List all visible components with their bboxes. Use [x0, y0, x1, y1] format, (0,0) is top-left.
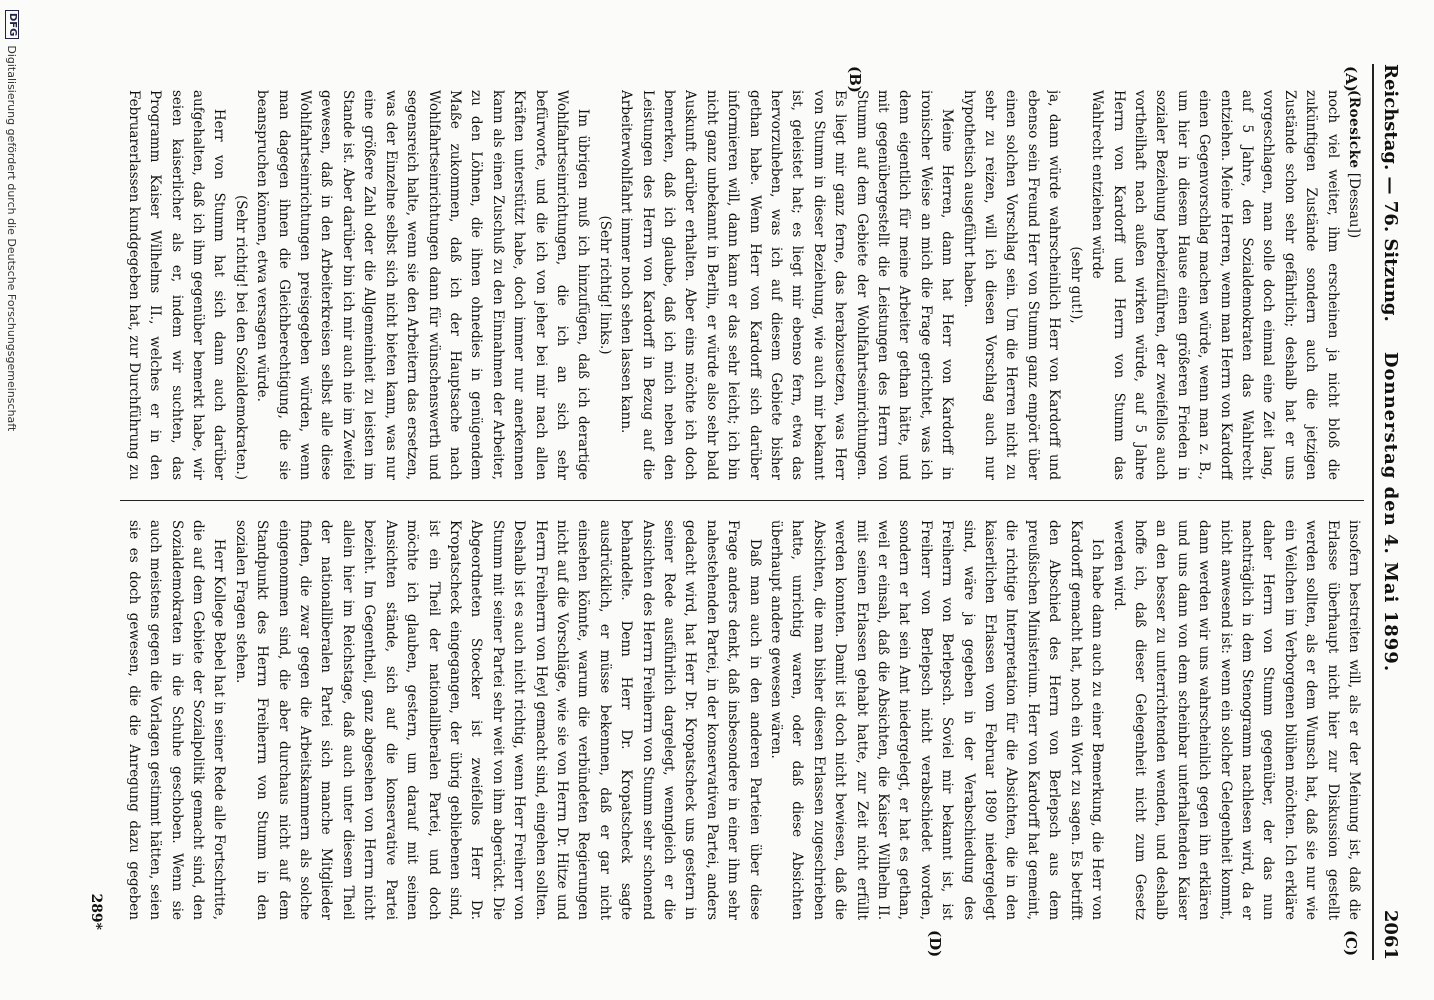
paragraph: Ich habe dann auch zu einer Bemerkung, die Herr von Kardorff gemacht hat, noch ein Wort zu sagen. Es betrifft den Abschied des Herrn von Berlepsch aus dem preußischen Ministerium. Herr von Kardorff hat gemeint, die richtige Interpretation für die Absichten, die in den kaiserlichen Erlassen vom Februar 1890 niedergelegt sind, wäre ja gegeben in der Verabschiedung des Freiherrn von Berlepsch. Soviel mir bekannt ist, ist Freiherr von Berlepsch nicht verabschiedet worden, sondern er hat sein Amt niedergelegt, er hat es gethan, weil er einsah, daß die Absichten, die Kaiser Wilhelm II. mit seinen Erlassen gehabt hatte, zur Zeit nicht erfüllt werden konnten. Damit ist doch nicht bewiesen, daß die Absichten, die man bisher diesen Erlassen zugeschrieben hatte, unrichtig waren, oder daß diese Absichten überhaupt andere gewesen wären. — [768, 520, 1106, 920]
paragraph: insofern bestreiten will, als er der Meinung ist, daß die Erlasse überhaupt nicht hier zur Diskussion gestellt werden sollten, als er dem Wunsch hat, daß sie nur wie ein Veilchen im Verborgenen blühen möchten. Ich erkläre daher Herrn von Stumm gegenüber, der das nun nachträglich in dem Stenogramm nachlesen wird, da er nicht anwesend ist: wenn ein solcher Gelegenheit kommt, dann werden wir uns wahrscheinlich gegen ihn erklären und uns dann von dem scheinbar unterhaltenden Kaiser an den besser zu unterrichtenden wenden, und deshalb hoffe ich, daß dieser Gelegenheit nicht zum Gesetz werden wird. — [1110, 520, 1362, 920]
right-column — [120, 520, 1364, 920]
digitization-credit — [0, 0, 24, 1000]
credit-text: Digitalisierung gefördert durch die Deutsche Forschungsgemeinschaft — [5, 45, 19, 432]
dfg-logo-icon: DFG — [5, 10, 19, 39]
margin-marker-d: (D) — [926, 930, 944, 958]
paragraph: Herr von Stumm hat sich dann auch darüber aufgehalten, daß ich ihm gegenüber bemerkt habe, wir seien kaiserlicher als er, indem wir suchten, das Programm Kaiser Wilhelms II., welches er in den Februarerlassen kundgegeben hat, zur Durchführung zu — [125, 90, 228, 480]
page-number: 2061 — [1380, 909, 1401, 960]
column-divider — [120, 500, 1364, 501]
interjection: (sehr gut!), — [1067, 246, 1084, 324]
left-column — [120, 90, 1364, 480]
paragraph: Daß man auch in den anderen Parteien über diese Frage anders denkt, daß insbesondere in einer ihm sehr nahestehenden Partei, in der konservativen Partei, anders gedacht wird, hat Herr Dr. Kropatscheck uns gestern in seiner Rede ausführlich dargelegt, wenngleich er die Ansichten des Herrn Freiherrn von Stumm sehr schonend behandelte. Denn Herr Dr. Kropatscheck sagte ausdrücklich, er müsse bekennen, daß er gar nicht einsehen könnte, warum die verbündeten Regierungen nicht auf die Vorschläge, wie sie von Herrn Dr. Hitze und Herrn Freiherrn von Heyl gemacht sind, eingehen sollten. Deshalb ist es auch nicht richtig, wenn Herr Freiherr von Stumm mit seiner Partei sehr weit von ihm abgerückt. Die Abgeordneten Stoecker ist zweifellos Herr Dr. Kropatscheck eingegangen, der übrig gebliebenen sind, ist ein Theil der nationalliberalen Partei, und doch möchte ich glauben, gestern, um darauf mit seinen Ansichten stände, sich auf die konservative Partei bezieht. Im Gegentheil, ganz abgesehen von Herrn nicht allein hier im Reichstage, daß auch unter diesem Theil der nationalliberalen Partei sich manche Mitglieder finden, die zwar gegen die Arbeitskammern als solche eingenommen sind, die aber durchaus nicht auf dem Standpunkt des Herrn Freiherrn von Stumm in den sozialen Fragen stehen. — [232, 520, 763, 920]
speaker-name: (Roesicke — [1346, 90, 1362, 169]
interjection: (Sehr richtig! bei den Sozialdemokraten.) — [232, 194, 249, 480]
speaker-city: [Dessau]) — [1346, 172, 1362, 239]
sheet-signature: 289* — [88, 893, 104, 930]
margin-marker-c: (C) — [1342, 930, 1360, 957]
paragraph: noch viel weiter, ihm erscheinen ja nicht bloß die zukünftigen Zustände sondern auch die jetzigen Zustände schon sehr gefährlich; deshalb hat er uns vorgeschlagen, man solle doch einmal eine Zeit lang, auf 5 Jahre, den Sozialdemokraten das Wahlrecht entziehen. Meine Herren, wenn man Herrn von Kardorff einen Gegenvorschlag machen würde, wenn man z. B., um hier in diesem Hause einen größeren Frieden in sozialer Beziehung herbeizuführen, der zweifellos auch vortheilhaft nach außen wirken würde, auf 5 Jahre Herrn von Kardorff und Herrn von Stumm das Wahlrecht entziehen würde — [1089, 90, 1341, 480]
paragraph: Meine Herren, dann hat Herr von Kardorff in ironischer Weise an mich die Frage gerichtet, was ich denn eigentlich für meine Arbeiter gethan hätte, und mit gegenübergestellt die Leistungen des Herrn von Stumm auf dem Gebiete der Wohlfahrtseinrichtungen. Es liegt mir ganz ferne, das herabzusetzen, was Herr von Stumm in dieser Beziehung, wie auch mir bekannt ist, geleistet hat; es liegt mir ebenso fern, etwa das hervorzuheben, was ich auf diesem Gebiete bisher gethan habe. Wenn Herr von Kardorff sich darüber informieren will, dann kann er das sehr leicht; ich bin nicht ganz unbekannt in Berlin, er würde also sehr bald Auskunft darüber erhalten. Aber eins möchte ich doch bemerken, daß ich glaube, daß ich mich neben den Leistungen des Herrn von Kardorff in Bezug auf die Arbeiterwohlfahrt immer noch sehen lassen kann. — [618, 90, 956, 480]
paragraph: ja, dann würde wahrscheinlich Herr von Kardorff und ebenso sein Freund Herr von Stumm ganz empört über einen solchen Vorschlag sein. Um die Herren nicht zu sehr zu reizen, will ich diesen Vorschlag auch nur hypothetisch ausgeführt haben. — [960, 90, 1063, 480]
header-date: Donnerstag den 4. Mai 1899. — [1380, 351, 1401, 673]
header-title: Reichstag. — 76. Sitzung. — [1380, 64, 1401, 322]
paragraph: Im übrigen muß ich hinzufügen, daß ich derartige Wohlfahrtseinrichtungen, die ich an sich sehr befürworte, und die ich von jeher bei mir nach allen Kräften unterstützt habe, doch immer nur anerkennen kann als einen Zuschuß zu den Einnahmen der Arbeiter, zu den Löhnen, die ihnen ohnedies in genügendem Maße zukommen, daß ich der Hauptsache nach Wohlfahrtseinrichtungen dann für wünschenswerth und segensreich halte, wenn sie den Arbeitern das ersetzen, was der Einzelne selbst sich nicht bieten kann, was nur eine größere Zahl oder die Allgemeinheit zu leisten im Stande ist. Aber darüber bin ich mir auch nie im Zweifel gewesen, daß in den Arbeiterkreisen selbst alle diese Wohlfahrtseinrichtungen preisgegeben würden, wenn man dagegen ihnen die Gleichberechtigung, die sie beanspruchen können, etwa versagen würde. — [254, 90, 592, 480]
interjection: (Sehr richtig! links.) — [596, 215, 613, 355]
speaker-line — [1343, 90, 1364, 480]
paragraph: Herr Kollege Bebel hat in seiner Rede alle Fortschritte, die auf dem Gebiete der Sozialpolitik gemacht sind, den Sozialdemokraten in die Schuhe geschoben. Wenn sie auch meistens gegen die Vorlagen gestimmt hätten, seien sie es doch gewesen, die die Anregung dazu gegeben — [125, 520, 228, 920]
margin-marker-b: (B) — [846, 66, 864, 93]
page-header — [1372, 64, 1416, 960]
margin-marker-a: (A) — [1342, 66, 1360, 92]
